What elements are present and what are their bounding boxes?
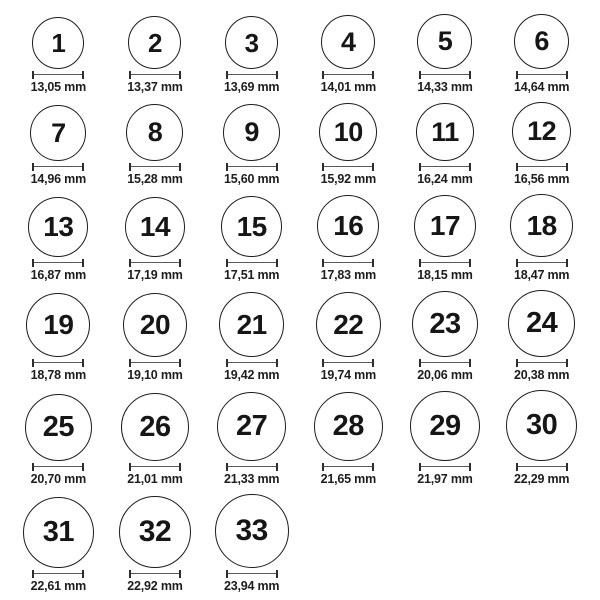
ring-circle <box>223 104 280 161</box>
ring-circle <box>23 497 94 568</box>
diameter-label: 16,56 mm <box>513 172 570 186</box>
diameter-label: 15,92 mm <box>320 172 376 186</box>
ring-size-cell <box>319 103 377 186</box>
diameter-label: 15,60 mm <box>223 172 280 186</box>
diameter-label: 18,47 mm <box>513 268 570 282</box>
ring-size-number: 24 <box>526 307 558 339</box>
ring-size-cell <box>25 394 92 486</box>
ring-circle <box>321 15 375 69</box>
ring-size-number: 20 <box>139 309 171 340</box>
ring-size-cell <box>23 497 94 593</box>
ring-circle <box>512 102 571 161</box>
diameter-label: 19,74 mm <box>320 368 376 382</box>
ring-size-cell <box>416 103 474 186</box>
ring-circle <box>225 16 278 69</box>
ring-size-cell <box>223 104 280 186</box>
ring-size-cell <box>28 197 88 282</box>
diameter-measure-line <box>419 259 471 267</box>
diameter-label: 14,96 mm <box>30 172 87 186</box>
ring-size-cell <box>217 392 286 486</box>
ring-size-number: 9 <box>244 117 259 147</box>
diameter-measure-line <box>226 359 278 367</box>
ring-size-number: 23 <box>429 307 461 340</box>
ring-circle <box>121 393 189 461</box>
ring-size-number: 21 <box>236 308 267 340</box>
diameter-measure-line <box>516 71 568 79</box>
diameter-measure-line <box>516 163 568 171</box>
diameter-measure-line <box>226 570 278 578</box>
ring-size-cell <box>410 391 480 486</box>
ring-circle <box>32 17 84 69</box>
ring-circle <box>316 292 381 357</box>
ring-size-number: 5 <box>437 26 453 56</box>
ring-size-cell <box>31 17 86 94</box>
diameter-measure-line <box>129 163 181 171</box>
diameter-measure-line <box>129 359 181 367</box>
diameter-measure-line <box>516 463 568 471</box>
ring-size-cell <box>219 292 284 382</box>
ring-circle <box>412 291 478 357</box>
ring-size-cell <box>215 494 289 593</box>
diameter-label: 22,29 mm <box>513 472 570 486</box>
diameter-measure-line <box>32 463 84 471</box>
ring-size-number: 2 <box>148 27 162 58</box>
diameter-label: 21,33 mm <box>223 472 280 486</box>
ring-circle <box>126 104 183 161</box>
diameter-measure-line <box>516 359 568 367</box>
ring-size-cell <box>508 290 575 382</box>
diameter-label: 16,87 mm <box>30 268 87 282</box>
ring-size-number: 28 <box>332 410 364 442</box>
ring-circle <box>514 14 569 69</box>
ring-size-number: 25 <box>42 411 74 443</box>
ring-size-number: 3 <box>244 27 259 58</box>
ring-size-cell <box>127 16 182 94</box>
diameter-label: 20,38 mm <box>513 368 570 382</box>
ring-size-number: 27 <box>236 410 268 442</box>
diameter-measure-line <box>32 359 84 367</box>
ring-size-cell <box>321 15 376 94</box>
ring-circle <box>30 105 86 161</box>
diameter-measure-line <box>129 259 181 267</box>
diameter-measure-line <box>419 71 471 79</box>
diameter-measure-line <box>419 463 471 471</box>
ring-size-cell <box>121 393 189 486</box>
ring-size-cell <box>417 14 472 94</box>
ring-circle <box>416 103 474 161</box>
ring-size-cell <box>314 392 383 486</box>
diameter-measure-line <box>32 71 84 79</box>
ring-circle <box>215 494 289 568</box>
diameter-label: 20,06 mm <box>417 368 473 382</box>
diameter-label: 15,28 mm <box>127 172 183 186</box>
ring-circle <box>219 292 284 357</box>
diameter-measure-line <box>322 71 374 79</box>
diameter-label: 22,61 mm <box>30 579 87 593</box>
ring-size-number: 13 <box>43 211 74 242</box>
diameter-measure-line <box>32 570 84 578</box>
diameter-label: 13,69 mm <box>223 80 280 94</box>
ring-circle <box>217 392 286 461</box>
ring-size-number: 19 <box>43 309 74 340</box>
ring-size-number: 14 <box>139 211 171 242</box>
ring-circle <box>25 394 92 461</box>
ring-size-number: 32 <box>138 515 172 548</box>
ring-size-number: 1 <box>51 28 66 58</box>
diameter-measure-line <box>226 463 278 471</box>
ring-circle <box>28 197 88 257</box>
ring-size-cell <box>123 293 187 382</box>
diameter-label: 14,64 mm <box>513 80 570 94</box>
ring-size-number: 26 <box>139 410 171 443</box>
ring-circle <box>410 391 480 461</box>
ring-size-cell <box>224 16 279 94</box>
ring-size-cell <box>510 194 573 282</box>
ring-size-number: 29 <box>429 409 461 442</box>
diameter-label: 17,19 mm <box>127 268 183 282</box>
ring-circle <box>417 14 472 69</box>
ring-circle <box>314 392 383 461</box>
ring-size-cell <box>512 102 571 186</box>
diameter-measure-line <box>322 163 374 171</box>
diameter-measure-line <box>226 259 278 267</box>
diameter-measure-line <box>516 259 568 267</box>
diameter-label: 21,01 mm <box>127 472 183 486</box>
ring-circle <box>510 194 573 257</box>
ring-size-number: 6 <box>534 26 549 56</box>
ring-size-cell <box>412 291 478 382</box>
ring-size-number: 22 <box>333 308 364 340</box>
diameter-measure-line <box>129 463 181 471</box>
ring-size-number: 18 <box>526 209 557 241</box>
ring-circle <box>123 293 187 357</box>
diameter-label: 17,83 mm <box>320 268 376 282</box>
ring-circle <box>26 293 90 357</box>
diameter-measure-line <box>226 71 278 79</box>
ring-circle <box>128 16 181 69</box>
diameter-measure-line <box>322 359 374 367</box>
diameter-label: 18,78 mm <box>30 368 87 382</box>
diameter-measure-line <box>129 71 181 79</box>
ring-size-cell <box>221 196 282 282</box>
ring-size-number: 11 <box>431 116 459 147</box>
ring-size-cell <box>514 14 569 94</box>
diameter-label: 21,97 mm <box>417 472 473 486</box>
ring-circle <box>317 195 379 257</box>
ring-size-cell <box>30 105 86 186</box>
ring-circle <box>319 103 377 161</box>
ring-size-cell <box>26 293 90 382</box>
ring-size-cell <box>414 195 476 282</box>
ring-size-number: 30 <box>526 409 558 441</box>
ring-size-cell <box>506 390 577 486</box>
diameter-label: 14,33 mm <box>417 80 473 94</box>
ring-size-number: 10 <box>333 116 363 147</box>
ring-circle <box>506 390 577 461</box>
ring-size-cell <box>317 195 379 282</box>
ring-circle <box>119 496 191 568</box>
ring-size-number: 17 <box>429 210 461 241</box>
ring-size-cell <box>126 104 183 186</box>
diameter-label: 16,24 mm <box>417 172 473 186</box>
ring-size-number: 7 <box>51 117 66 148</box>
diameter-measure-line <box>129 570 181 578</box>
diameter-measure-line <box>322 463 374 471</box>
ring-circle <box>221 196 282 257</box>
ring-size-number: 15 <box>236 210 267 242</box>
ring-size-cell <box>125 197 185 282</box>
diameter-measure-line <box>32 259 84 267</box>
ring-circle <box>508 290 575 357</box>
diameter-label: 21,65 mm <box>320 472 376 486</box>
diameter-measure-line <box>419 163 471 171</box>
ring-size-cell <box>316 292 381 382</box>
ring-size-number: 16 <box>333 210 364 241</box>
diameter-label: 19,10 mm <box>127 368 183 382</box>
ring-circle <box>125 197 185 257</box>
diameter-label: 23,94 mm <box>223 579 280 593</box>
diameter-label: 13,37 mm <box>127 80 183 94</box>
diameter-label: 17,51 mm <box>223 268 280 282</box>
diameter-label: 20,70 mm <box>30 472 87 486</box>
diameter-label: 13,05 mm <box>30 80 87 94</box>
diameter-measure-line <box>419 359 471 367</box>
diameter-label: 18,15 mm <box>417 268 473 282</box>
diameter-label: 19,42 mm <box>223 368 280 382</box>
diameter-label: 22,92 mm <box>127 579 183 593</box>
ring-size-number: 12 <box>527 116 557 146</box>
diameter-label: 14,01 mm <box>320 80 377 94</box>
ring-size-number: 31 <box>42 516 74 548</box>
diameter-measure-line <box>226 163 278 171</box>
ring-size-cell <box>119 496 191 593</box>
ring-size-number: 8 <box>147 117 163 147</box>
ring-size-number: 33 <box>235 514 268 547</box>
ring-circle <box>414 195 476 257</box>
ring-size-number: 4 <box>341 26 356 57</box>
diameter-measure-line <box>32 163 84 171</box>
diameter-measure-line <box>322 259 374 267</box>
